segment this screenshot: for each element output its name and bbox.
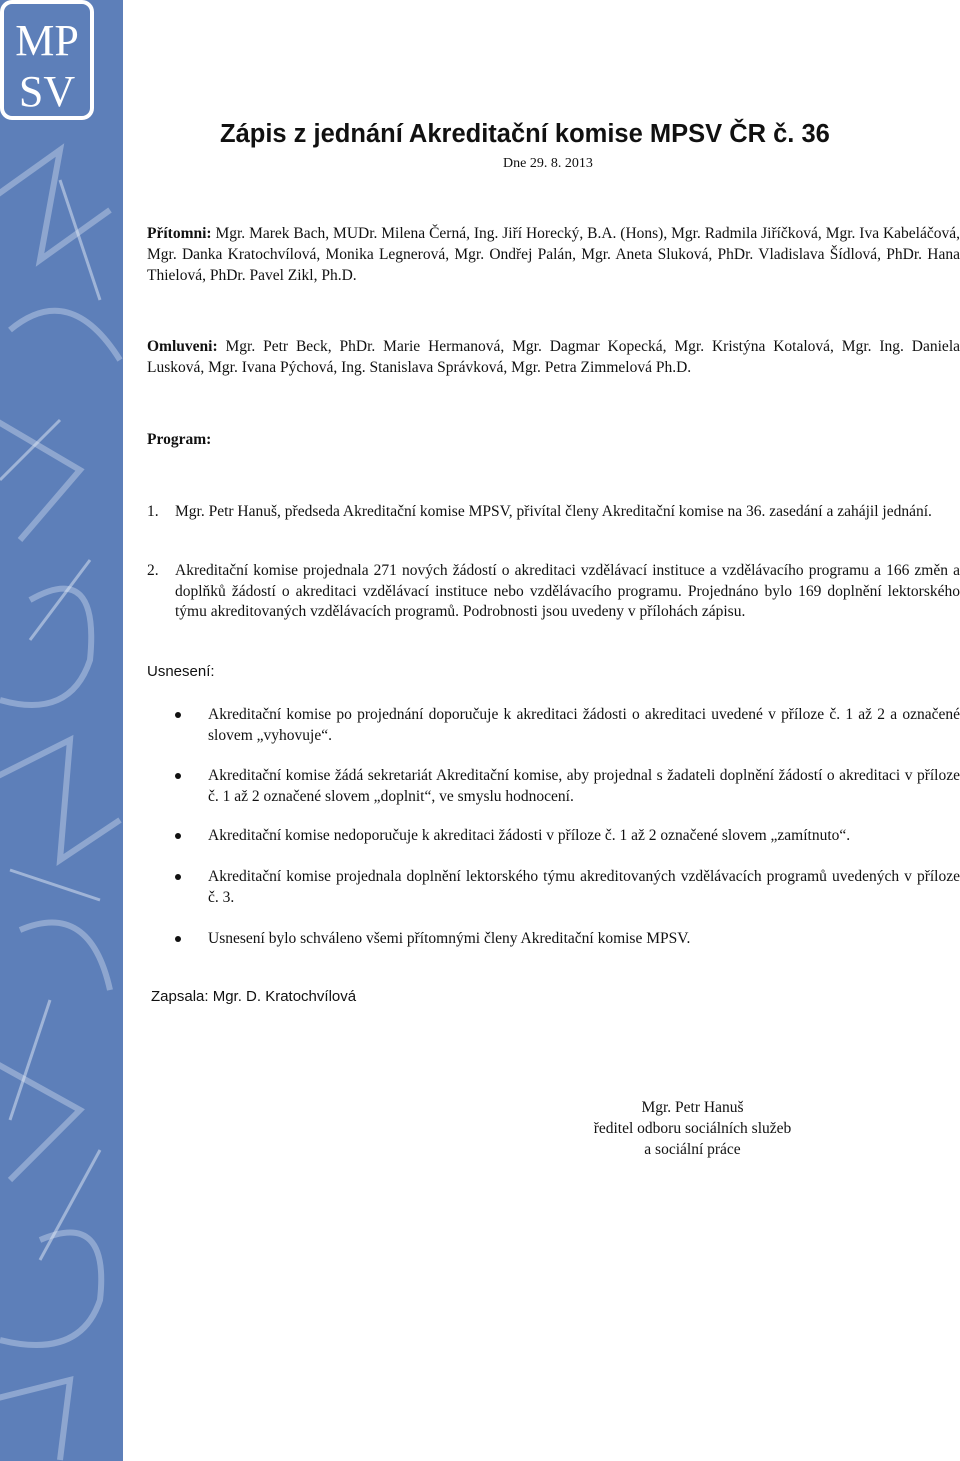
program-item-number: 1. [147,503,159,520]
present-list: Mgr. Marek Bach, MUDr. Milena Černá, Ing. Jiří Horecký, B.A. (Hons), Mgr. Radmila Jiříčková, Mgr. Iva Kabeláčová, Mgr. Danka Kratochvílová, Monika Legnerová, Mgr. Ondřej Palán, Mgr. Aneta Sluková, PhDr. Vladislava Šídlová, PhDr. Hana Thielová, PhDr. Pavel Zikl, Ph.D. [147,225,960,284]
excused-label: Omluveni: [147,338,218,355]
resolution-item [147,928,960,949]
resolution-item [147,704,960,746]
program-item-text: Akreditační komise projednala 271 nových žádostí o akreditaci vzdělávací instituce a vzdělávacího programu a 166 změn a doplňků žádostí o akreditaci vzdělávací instituce nebo vzdělávacího programu. Projednáno bylo 169 doplnění lektorského týmu akreditovaných vzdělávacích programů. Podrobnosti jsou uvedeny v přílohách zápisu. [175,562,960,620]
resolution-text: Akreditační komise žádá sekretariát Akreditační komise, aby projednal s žadateli doplnění žádostí o akreditaci v příloze č. 1 až 2 označené slovem „doplnit“, ve smyslu hodnocení. [208,767,960,805]
signatory-name: Mgr. Petr Hanuš [641,1099,744,1116]
program-heading: Program: [147,431,212,448]
signature-block [560,1097,825,1160]
program-item [147,561,960,623]
excused-paragraph [147,336,960,378]
resolution-heading: Usnesení: [147,663,215,680]
svg-text:MP: MP [15,16,79,65]
page-title: Zápis z jednání Akreditační komise MPSV ČR č. 36 [220,120,830,148]
resolution-text: Usnesení bylo schváleno všemi přítomnými členy Akreditační komise MPSV. [208,930,691,947]
present-label: Přítomni: [147,225,212,242]
program-item-text: Mgr. Petr Hanuš, předseda Akreditační komise MPSV, přivítal členy Akreditační komise na 36. zasedání a zahájil jednání. [175,503,932,520]
resolution-item [147,866,960,908]
present-paragraph [147,223,960,286]
mpsv-logo [0,0,94,120]
bullet-icon [175,936,181,942]
bullet-icon [175,833,181,839]
resolution-item [147,765,960,807]
program-item-number: 2. [147,562,159,579]
excused-list: Mgr. Petr Beck, PhDr. Marie Hermanová, Mgr. Dagmar Kopecká, Mgr. Kristýna Kotalová, Mgr. Ing. Daniela Lusková, Mgr. Ivana Pýchová, Ing. Stanislava Správková, Mgr. Petra Zimmelová Ph.D. [147,338,960,376]
bullet-icon [175,712,181,718]
resolution-text: Akreditační komise nedoporučuje k akreditaci žádosti v příloze č. 1 až 2 označené slovem „zamítnuto“. [208,827,851,844]
meeting-date: Dne 29. 8. 2013 [503,156,593,171]
resolution-text: Akreditační komise projednala doplnění lektorského týmu akreditovaných vzdělávacích programů uvedených v příloze č. 3. [208,868,960,906]
program-item [147,502,960,523]
recorded-by: Zapsala: Mgr. D. Kratochvílová [151,988,357,1005]
resolution-item [147,825,960,846]
sidebar-band [0,0,123,1461]
signatory-role: ředitel odboru sociálních služeb [593,1120,792,1137]
bullet-icon [175,773,181,779]
svg-text:SV: SV [18,67,76,116]
bullet-icon [175,874,181,880]
signatory-role-line2: a sociální práce [644,1141,741,1158]
sidebar-watermark [0,0,123,1461]
resolution-text: Akreditační komise po projednání doporučuje k akreditaci žádosti o akreditaci uvedené v příloze č. 1 až 2 a označené slovem „vyhovuje“. [208,706,960,744]
